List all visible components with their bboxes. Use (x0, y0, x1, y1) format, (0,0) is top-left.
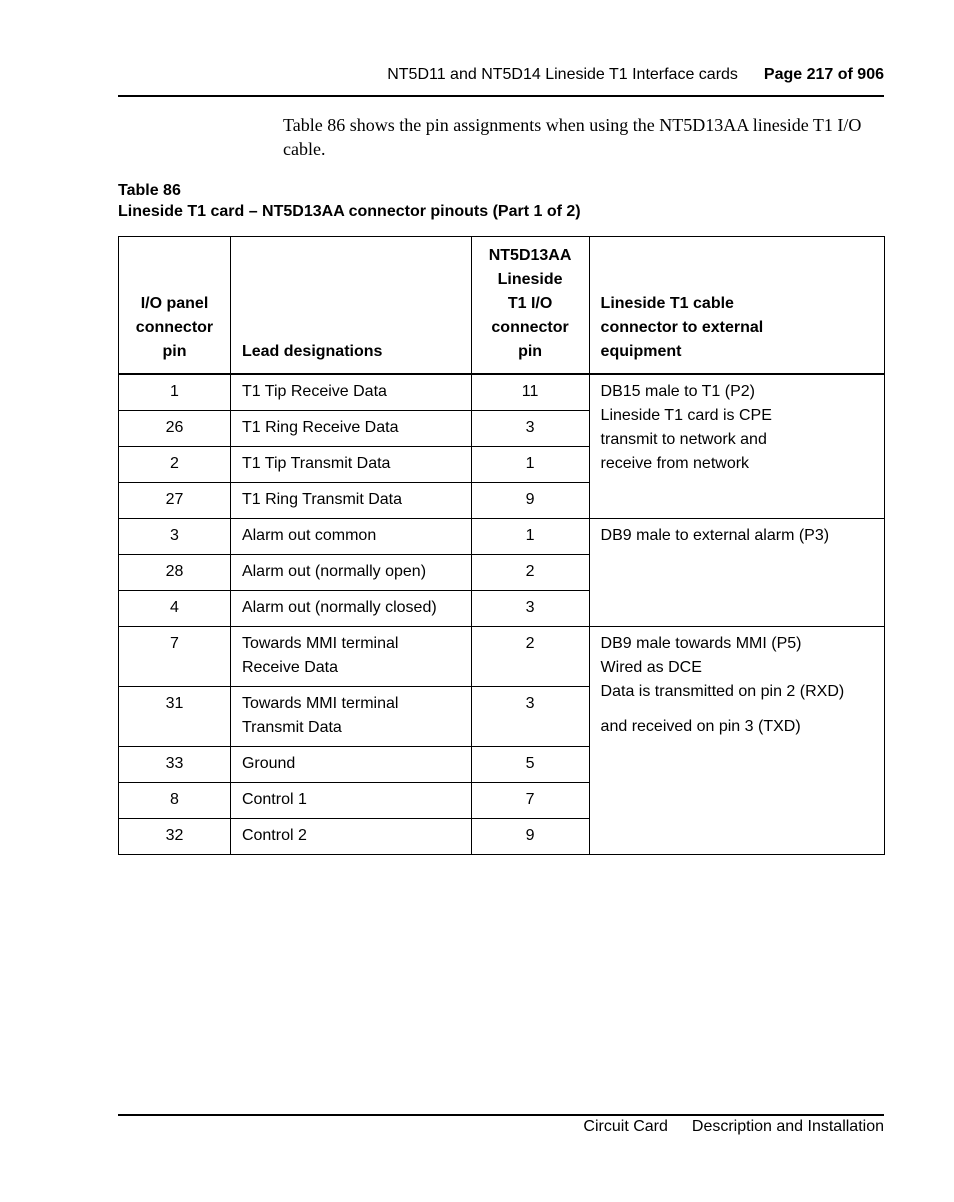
io-pin-cell: 27 (119, 483, 231, 519)
page-number: Page 217 of 906 (763, 66, 884, 83)
connector-pin-cell: 11 (471, 374, 589, 411)
io-pin-cell: 33 (119, 747, 231, 783)
header-nt5d13aa-pin: NT5D13AA Lineside T1 I/O connector pin (471, 237, 589, 375)
connector-pin-cell: 2 (471, 627, 589, 687)
connector-pin-cell: 7 (471, 783, 589, 819)
table-caption (118, 180, 581, 222)
lead-cell: Alarm out (normally open) (230, 555, 471, 591)
io-pin-cell: 26 (119, 411, 231, 447)
connector-pin-cell: 1 (471, 447, 589, 483)
lead-cell: T1 Tip Transmit Data (230, 447, 471, 483)
external-equipment-t1: DB15 male to T1 (P2) Lineside T1 card is CPE transmit to network and receive from network (589, 374, 884, 519)
io-pin-cell: 3 (119, 519, 231, 555)
table-number: Table 86 (118, 182, 181, 199)
page-header (118, 66, 884, 88)
lead-cell: T1 Tip Receive Data (230, 374, 471, 411)
connector-pin-cell: 9 (471, 483, 589, 519)
table-row (119, 374, 885, 411)
lead-cell: Towards MMI terminal Transmit Data (230, 687, 471, 747)
connector-pin-cell: 1 (471, 519, 589, 555)
connector-pin-cell: 3 (471, 687, 589, 747)
table-row (119, 519, 885, 555)
header-lead-designations: Lead designations (230, 237, 471, 375)
io-pin-cell: 31 (119, 687, 231, 747)
pinout-table (118, 236, 885, 855)
header-io-panel-pin: I/O panel connector pin (119, 237, 231, 375)
external-equipment-mmi: DB9 male towards MMI (P5) Wired as DCE Data is transmitted on pin 2 (RXD) and received on pin 3 (TXD) (589, 627, 884, 855)
lead-cell: Alarm out (normally closed) (230, 591, 471, 627)
document-title: NT5D11 and NT5D14 Lineside T1 Interface cards (387, 66, 738, 83)
lead-cell: Towards MMI terminal Receive Data (230, 627, 471, 687)
io-pin-cell: 28 (119, 555, 231, 591)
lead-cell: Ground (230, 747, 471, 783)
connector-pin-cell: 3 (471, 411, 589, 447)
io-pin-cell: 8 (119, 783, 231, 819)
table-header-row (119, 237, 885, 375)
io-pin-cell: 7 (119, 627, 231, 687)
connector-pin-cell: 9 (471, 819, 589, 855)
table-title: Lineside T1 card – NT5D13AA connector pinouts (Part 1 of 2) (118, 203, 581, 220)
external-equipment-alarm: DB9 male to external alarm (P3) (589, 519, 884, 627)
io-pin-cell: 4 (119, 591, 231, 627)
connector-pin-cell: 5 (471, 747, 589, 783)
footer-rule (118, 1114, 884, 1116)
lead-cell: T1 Ring Transmit Data (230, 483, 471, 519)
header-rule (118, 95, 884, 97)
table-row (119, 627, 885, 687)
io-pin-cell: 2 (119, 447, 231, 483)
footer-right: Description and Installation (691, 1118, 884, 1135)
page-footer (118, 1118, 884, 1136)
io-pin-cell: 32 (119, 819, 231, 855)
lead-cell: Alarm out common (230, 519, 471, 555)
connector-pin-cell: 2 (471, 555, 589, 591)
connector-pin-cell: 3 (471, 591, 589, 627)
lead-cell: Control 2 (230, 819, 471, 855)
header-external-equipment: Lineside T1 cable connector to external equipment (589, 237, 884, 375)
intro-paragraph: Table 86 shows the pin assignments when using the NT5D13AA lineside T1 I/O cable. (283, 115, 862, 159)
lead-cell: Control 1 (230, 783, 471, 819)
lead-cell: T1 Ring Receive Data (230, 411, 471, 447)
footer-left: Circuit Card (583, 1118, 668, 1135)
io-pin-cell: 1 (119, 374, 231, 411)
